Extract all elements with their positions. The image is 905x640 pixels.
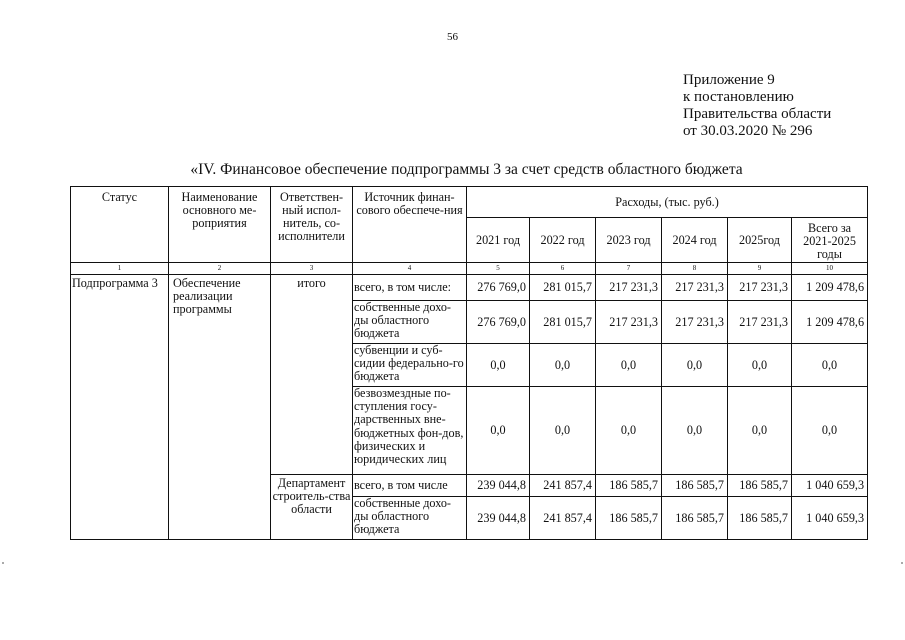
value-cell: 0,0 (662, 387, 728, 475)
value-cell: 186 585,7 (662, 475, 728, 497)
appendix-line: Приложение 9 (683, 72, 775, 88)
scan-mark (901, 562, 903, 564)
executor-cell: итого (271, 275, 353, 475)
header-status: Статус (71, 187, 169, 263)
value-cell: 217 231,3 (728, 275, 792, 301)
value-cell: 217 231,3 (662, 301, 728, 344)
value-cell: 186 585,7 (728, 497, 792, 540)
value-cell: 1 040 659,3 (792, 497, 868, 540)
source-cell: безвозмездные по-ступления госу-дарственных вне-бюджетных фон-дов, физических и юридических лиц (353, 387, 467, 475)
source-cell: всего, в том числе (353, 475, 467, 497)
appendix-line: Правительства области (683, 106, 832, 122)
value-cell: 0,0 (596, 344, 662, 387)
header-activity: Наименование основного ме-роприятия (169, 187, 271, 263)
value-cell: 0,0 (792, 344, 868, 387)
value-cell: 186 585,7 (596, 497, 662, 540)
value-cell: 241 857,4 (530, 475, 596, 497)
column-number: 3 (271, 263, 353, 275)
value-cell: 0,0 (792, 387, 868, 475)
value-cell: 281 015,7 (530, 301, 596, 344)
appendix-line: от 30.03.2020 № 296 (683, 123, 813, 139)
value-cell: 0,0 (596, 387, 662, 475)
value-cell: 186 585,7 (596, 475, 662, 497)
source-cell: субвенции и суб-сидии федерально-го бюджета (353, 344, 467, 387)
column-number: 2 (169, 263, 271, 275)
finance-table (70, 186, 868, 540)
value-cell: 0,0 (662, 344, 728, 387)
value-cell: 217 231,3 (728, 301, 792, 344)
executor-cell: Департамент строитель-ства области (271, 475, 353, 540)
header-expenses: Расходы, (тыс. руб.) (467, 187, 868, 218)
source-cell: собственные дохо-ды областного бюджета (353, 497, 467, 540)
value-cell: 186 585,7 (728, 475, 792, 497)
column-number: 9 (728, 263, 792, 275)
value-cell: 0,0 (728, 344, 792, 387)
value-cell: 0,0 (467, 387, 530, 475)
header-executor: Ответствен-ный испол-нитель, со-исполнители (271, 187, 353, 263)
column-number: 4 (353, 263, 467, 275)
value-cell: 0,0 (530, 344, 596, 387)
column-number: 6 (530, 263, 596, 275)
value-cell: 217 231,3 (596, 301, 662, 344)
header-total: Всего за 2021-2025 годы (792, 218, 868, 263)
source-cell: собственные дохо-ды областного бюджета (353, 301, 467, 344)
header-year: 2021 год (467, 218, 530, 263)
column-number: 8 (662, 263, 728, 275)
value-cell: 276 769,0 (467, 301, 530, 344)
page-number: 56 (447, 31, 458, 43)
value-cell: 241 857,4 (530, 497, 596, 540)
column-number: 10 (792, 263, 868, 275)
column-number: 1 (71, 263, 169, 275)
value-cell: 239 044,8 (467, 497, 530, 540)
appendix-line: к постановлению (683, 89, 794, 105)
value-cell: 186 585,7 (662, 497, 728, 540)
header-year: 2025год (728, 218, 792, 263)
document-title: «IV. Финансовое обеспечение подпрограммы 3 за счет средств областного бюджета (190, 161, 743, 178)
value-cell: 1 209 478,6 (792, 275, 868, 301)
value-cell: 276 769,0 (467, 275, 530, 301)
column-number: 5 (467, 263, 530, 275)
value-cell: 0,0 (467, 344, 530, 387)
value-cell: 0,0 (728, 387, 792, 475)
header-year: 2022 год (530, 218, 596, 263)
scan-mark (2, 562, 4, 564)
value-cell: 217 231,3 (662, 275, 728, 301)
activity-cell: Обеспечение реализации программы (169, 275, 271, 540)
header-source: Источник финан-сового обеспече-ния (353, 187, 467, 263)
status-cell: Подпрограмма 3 (71, 275, 169, 540)
header-year: 2024 год (662, 218, 728, 263)
header-year: 2023 год (596, 218, 662, 263)
column-number: 7 (596, 263, 662, 275)
value-cell: 1 040 659,3 (792, 475, 868, 497)
source-cell: всего, в том числе: (353, 275, 467, 301)
value-cell: 239 044,8 (467, 475, 530, 497)
table-row (71, 275, 868, 301)
value-cell: 281 015,7 (530, 275, 596, 301)
value-cell: 0,0 (530, 387, 596, 475)
appendix-note (683, 72, 831, 140)
value-cell: 217 231,3 (596, 275, 662, 301)
value-cell: 1 209 478,6 (792, 301, 868, 344)
